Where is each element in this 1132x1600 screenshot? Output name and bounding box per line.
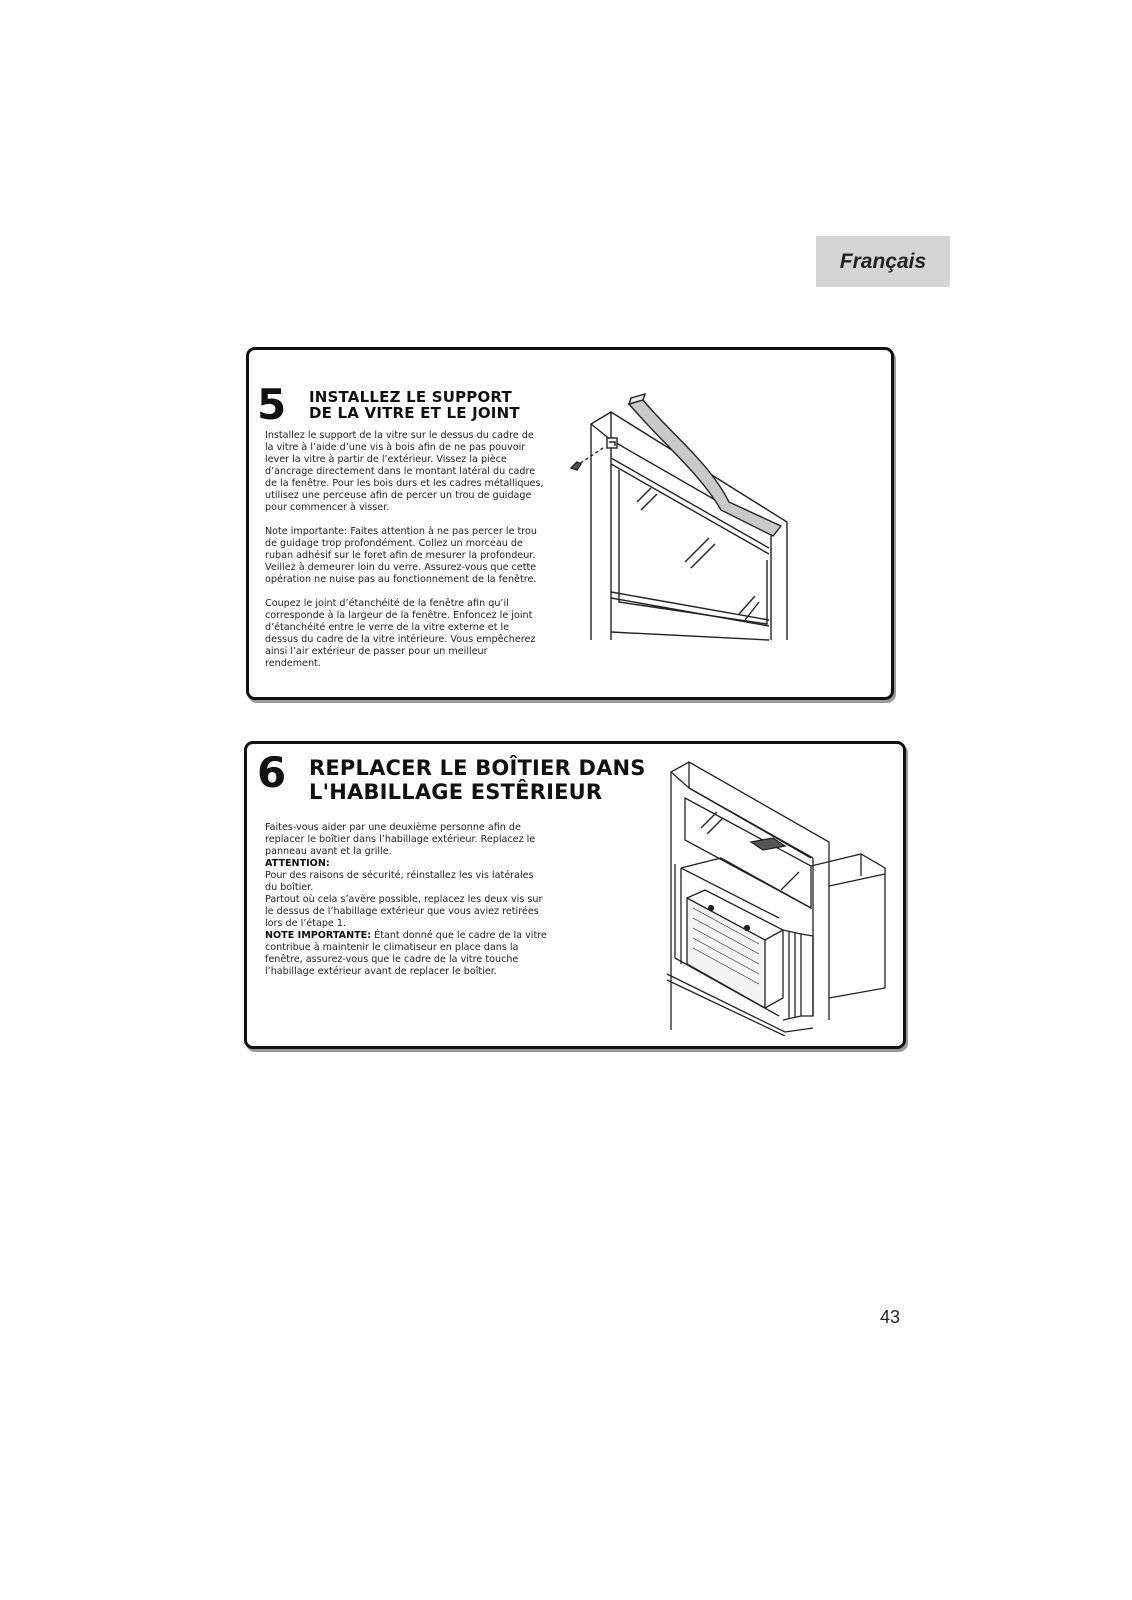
step-5-number: 5 <box>257 380 287 429</box>
air-conditioner-installation-illustration <box>661 758 901 1036</box>
step-5-paragraph-3: Coupez le joint d’étanchéité de la fenêtre afin qu’il corresponde à la largeur de la fenêtre. Enfoncez le joint d’étanchéité entre le verre de la vitre externe et le dessus du cadre de la vitre intérieure. Vous empêcherez ainsi l’air extérieur de passer pour un meilleur rendement. <box>265 598 536 669</box>
step-6-paragraph-1: Faites-vous aider par une deuxième personne afin de replacer le boîtier dans l’habillage extérieur. Replacez le panneau avant et la grille. <box>265 822 536 857</box>
step-6-attention-label: ATTENTION: <box>265 858 330 869</box>
step-6-title-line2: L'HABILLAGE ESTÊRIEUR <box>309 780 603 804</box>
step-6-body <box>265 822 547 978</box>
step-5-paragraph-1: Installez le support de la vitre sur le dessus du cadre de la vitre à l’aide d’une vis à bois afin de ne pas pouvoir lever la vitre à partir de l’extérieur. Vissez la pièce d’ancrage directement dans le montant latéral du cadre de la fenêtre. Pour les bois durs et les cadres métalliques, utilisez une perceuse afin de percer un trou de guidage pour commencer à visser. <box>265 430 544 513</box>
step-6-note-text: Étant donné que le cadre de la vitre contribue à maintenir le climatiseur en place dans la fenêtre, assurez-vous que le cadre de la vitre touche l’habillage extérieur avant de replacer le boîtier. <box>265 930 547 977</box>
step-5-title-line1: INSTALLEZ LE SUPPORT <box>309 388 512 406</box>
step-5-title <box>309 389 520 421</box>
step-6-title <box>309 756 646 804</box>
step-6-note-label: NOTE IMPORTANTE: <box>265 930 372 941</box>
window-seal-illustration <box>559 392 819 642</box>
step-5-card <box>246 347 894 700</box>
step-5-paragraph-2: Note importante: Faites attention à ne pas percer le trou de guidage trop profondément. Collez un morceau de ruban adhésif sur le foret afin de mesurer la profondeur. Veillez à demeurer loin du verre. Assurez-vous que cette opération ne nuise pas au fonctionnement de la fenêtre. <box>265 526 537 585</box>
step-6-note <box>265 930 547 978</box>
step-6-number: 6 <box>257 748 287 797</box>
step-6-attention-text-1: Pour des raisons de sécurité, réinstallez les vis latérales du boîtier. <box>265 870 534 893</box>
page-number: 43 <box>880 1307 901 1327</box>
step-6-title-line1: REPLACER LE BOÎTIER DANS <box>309 756 646 780</box>
step-5-body <box>265 430 545 670</box>
step-6-attention-text-2: Partout où cela s’avère possible, replacez les deux vis sur le dessus de l’habillage extérieur que vous aviez retirées lors de l’étape 1. <box>265 894 543 929</box>
step-5-title-line2: DE LA VITRE ET LE JOINT <box>309 404 520 422</box>
language-tab: Français <box>816 236 950 287</box>
step-6-card <box>244 741 906 1049</box>
